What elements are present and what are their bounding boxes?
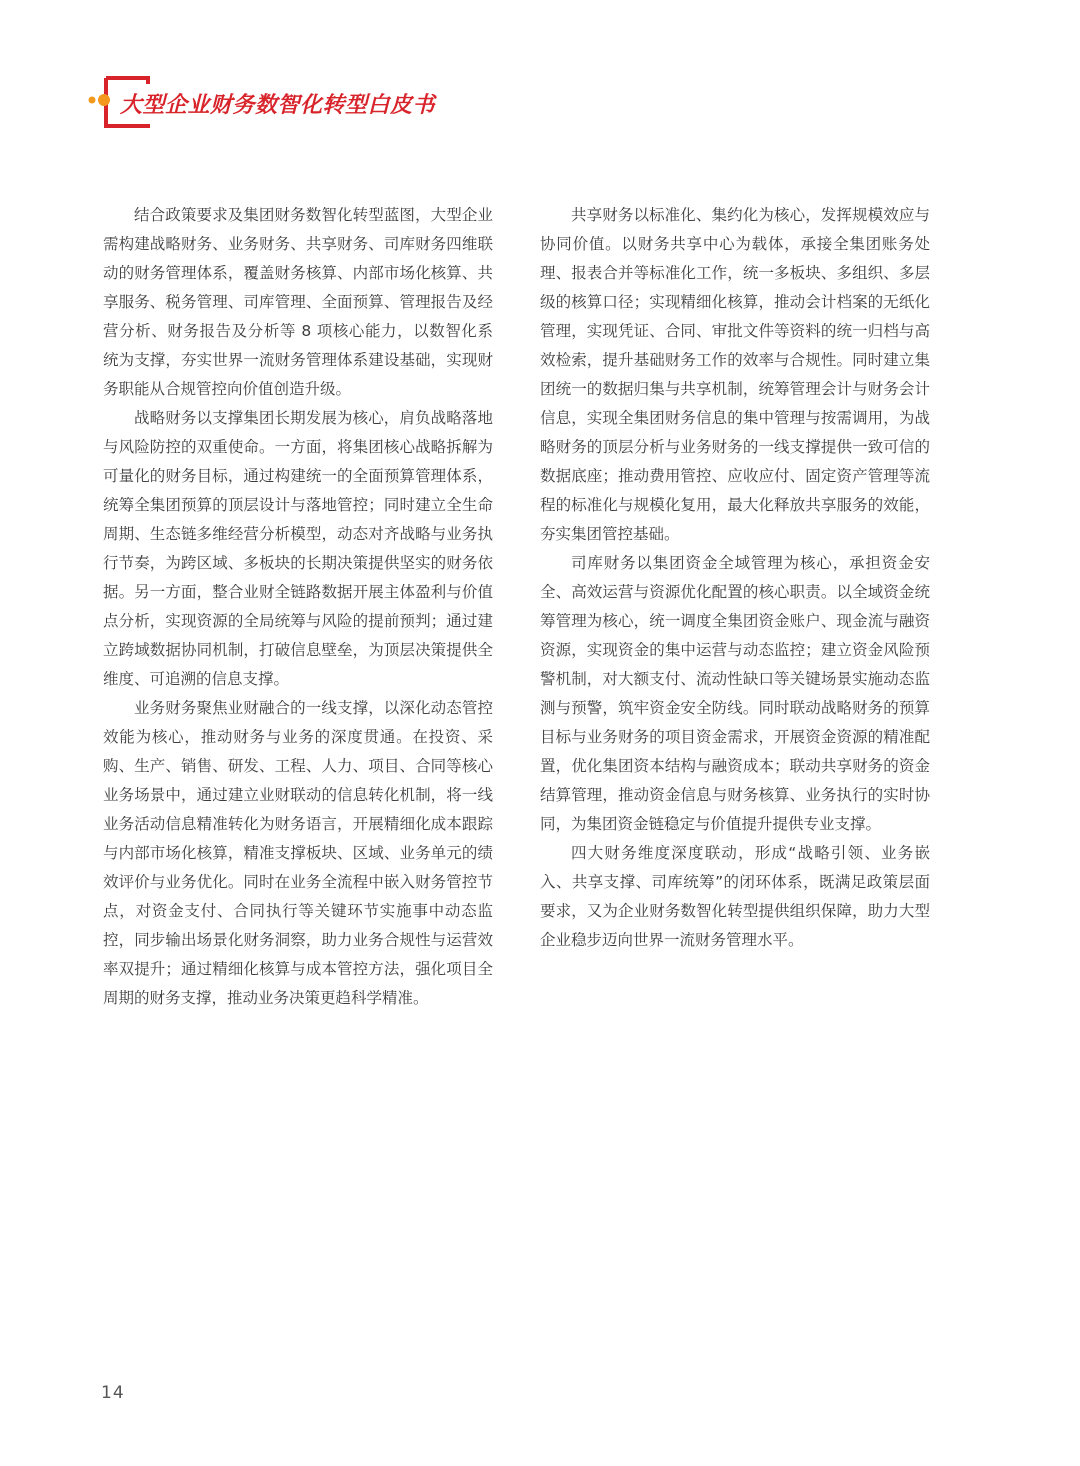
paragraph: 共享财务以标准化、集约化为核心，发挥规模效应与协同价值。以财务共享中心为载体，承接全集团账务处理、报表合并等标准化工作，统一多板块、多组织、多层级的核算口径；实现精细化核算，推动会计档案的无纸化管理，实现凭证、合同、审批文件等资料的统一归档与高效检索，提升基础财务工作的效率与合规性。同时建立集团统一的数据归集与共享机制，统筹管理会计与财务会计信息，实现全集团财务信息的集中管理与按需调用，为战略财务的顶层分析与业务财务的一线支撑提供一致可信的数据底座；推动费用管控、应收应付、固定资产管理等流程的标准化与规模化复用，最大化释放共享服务的效能，夯实集团管控基础。 (540, 206, 930, 543)
page-header (86, 74, 506, 134)
paragraph: 业务财务聚焦业财融合的一线支撑，以深化动态管控效能为核心，推动财务与业务的深度贯通。在投资、采购、生产、销售、研发、工程、人力、项目、合同等核心业务场景中，通过建立业财联动的信息转化机制，将一线业务活动信息精准转化为财务语言，开展精细化成本跟踪与内部市场化核算，精准支撑板块、区域、业务单元的绩效评价与业务优化。同时在业务全流程中嵌入财务管控节点，对资金支付、合同执行等关键环节实施事中动态监控，同步输出场景化财务洞察，助力业务合规性与运营效率双提升；通过精细化核算与成本管控方法，强化项目全周期的财务支撑，推动业务决策更趋科学精准。 (103, 699, 493, 1007)
paragraph: 结合政策要求及集团财务数智化转型蓝图，大型企业需构建战略财务、业务财务、共享财务、司库财务四维联动的财务管理体系，覆盖财务核算、内部市场化核算、共享服务、税务管理、司库管理、全面预算、管理报告及经营分析、财务报告及分析等 8 项核心能力，以数智化系统为支撑，夯实世界一流财务管理体系建设基础，实现财务职能从合规管控向价值创造升级。 (103, 206, 493, 398)
paragraph: 司库财务以集团资金全域管理为核心，承担资金安全、高效运营与资源优化配置的核心职责。以全域资金统筹管理为核心，统一调度全集团资金账户、现金流与融资资源，实现资金的集中运营与动态监控；建立资金风险预警机制，对大额支付、流动性缺口等关键场景实施动态监测与预警，筑牢资金安全防线。同时联动战略财务的预算目标与业务财务的项目资金需求，开展资金资源的精准配置，优化集团资本结构与融资成本；联动共享财务的资金结算管理，推动资金信息与财务核算、业务执行的实时协同，为集团资金链稳定与价值提升提供专业支撑。 (540, 554, 930, 833)
paragraph: 战略财务以支撑集团长期发展为核心，肩负战略落地与风险防控的双重使命。一方面，将集团核心战略拆解为可量化的财务目标，通过构建统一的全面预算管理体系，统筹全集团预算的顶层设计与落地管控；同时建立全生命周期、生态链多维经营分析模型，动态对齐战略与业务执行节奏，为跨区域、多板块的长期决策提供坚实的财务依据。另一方面，整合业财全链路数据开展主体盈利与价值点分析，实现资源的全局统筹与风险的提前预判；通过建立跨域数据协同机制，打破信息壁垒，为顶层决策提供全维度、可追溯的信息支撑。 (103, 409, 493, 688)
right-column (540, 201, 930, 955)
paragraph: 四大财务维度深度联动，形成“战略引领、业务嵌入、共享支撑、司库统筹”的闭环体系，既满足政策层面要求，又为企业财务数智化转型提供组织保障，助力大型企业稳步迈向世界一流财务管理水平。 (540, 844, 930, 949)
header-title: 大型企业财务数智化转型白皮书 (120, 93, 436, 118)
page-number: 14 (101, 1383, 125, 1403)
left-column (103, 201, 493, 1013)
